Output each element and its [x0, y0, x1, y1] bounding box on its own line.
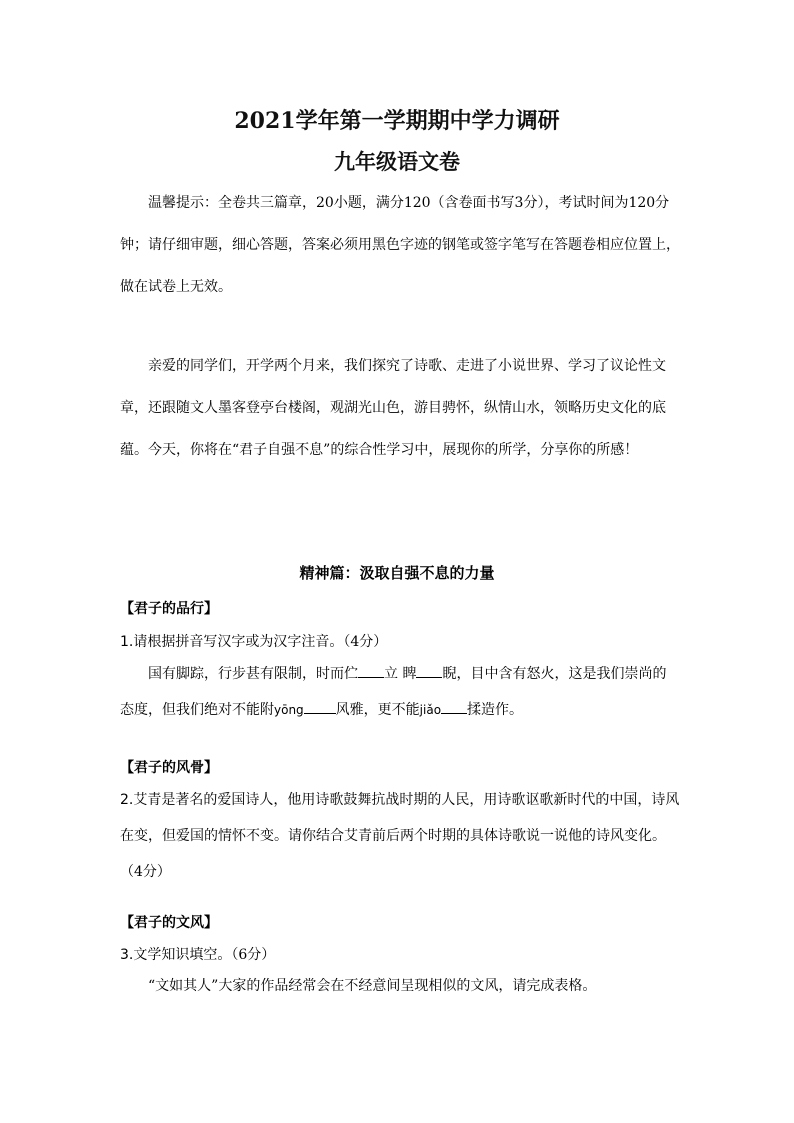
section-heading: 精神篇：汲取自强不息的力量 [299, 564, 495, 582]
q1-pinyin-2: jiǎo [419, 703, 442, 717]
q1-text-b: 立 睥 [384, 666, 417, 682]
q1-blank-2[interactable] [416, 661, 442, 678]
q2-score: （4分） [120, 864, 171, 880]
q1-body [120, 656, 680, 728]
q1-text-c: 睨，目中含有怒火，这是我们崇尚的态度，但我们绝对不能附 [120, 666, 667, 718]
q1-blank-4[interactable] [441, 697, 467, 714]
q1-prompt-text: 1.请根据拼音写汉字或为汉字注音。 [120, 634, 344, 650]
intro-paragraph: 亲爱的同学们，开学两个月来，我们探究了诗歌、走进了小说世界、学习了议论性文章，还跟随文人墨客登亭台楼阁，观湖光山色，游目骋怀，纵情山水，领略历史文化的底蕴。今天，你将在“君子自强不息”的综合性学习中，展现你的所学，分享你的所感！ [120, 358, 666, 458]
q1-heading: 【君子的品行】 [120, 601, 218, 617]
q2-prompt [120, 782, 680, 890]
q1-score: （4分） [343, 634, 388, 650]
q2-prompt-text: 2.艾青是著名的爱国诗人，他用诗歌鼓舞抗战时期的人民，用诗歌讴歌新时代的中国，诗风在变，但爱国的情怀不变。请你结合艾青前后两个时期的具体诗歌说一说他的诗风变化。 [120, 792, 680, 844]
q2-heading: 【君子的风骨】 [120, 760, 218, 776]
q1-text-e: 揉造作。 [467, 702, 524, 718]
q1-text-d: 风雅，更不能 [335, 702, 420, 718]
q3-score: （6分） [231, 947, 276, 963]
q1-prompt [120, 624, 680, 660]
q3-body: “文如其人”大家的作品经常会在不经意间呈现相似的文风，请完成表格。 [148, 978, 597, 994]
exam-title: 2021学年第一学期期中学力调研 [234, 108, 560, 134]
notice-paragraph: 温馨提示：全卷共三篇章，20小题，满分120（含卷面书写3分），考试时间为120分钟；请仔细审题，细心答题，答案必须用黑色字迹的钢笔或签字笔写在答题卷相应位置上，做在试卷上无效。 [120, 195, 680, 295]
q3-heading: 【君子的文风】 [120, 915, 218, 931]
q1-pinyin-1: yōng [274, 703, 304, 717]
exam-subtitle: 九年级语文卷 [334, 149, 460, 174]
q1-blank-3[interactable] [304, 697, 336, 714]
q3-prompt-text: 3.文学知识填空。 [120, 947, 232, 963]
q1-blank-1[interactable] [358, 661, 384, 678]
q1-text-a: 国有脚踪，行步甚有限制，时而伫 [148, 666, 358, 682]
